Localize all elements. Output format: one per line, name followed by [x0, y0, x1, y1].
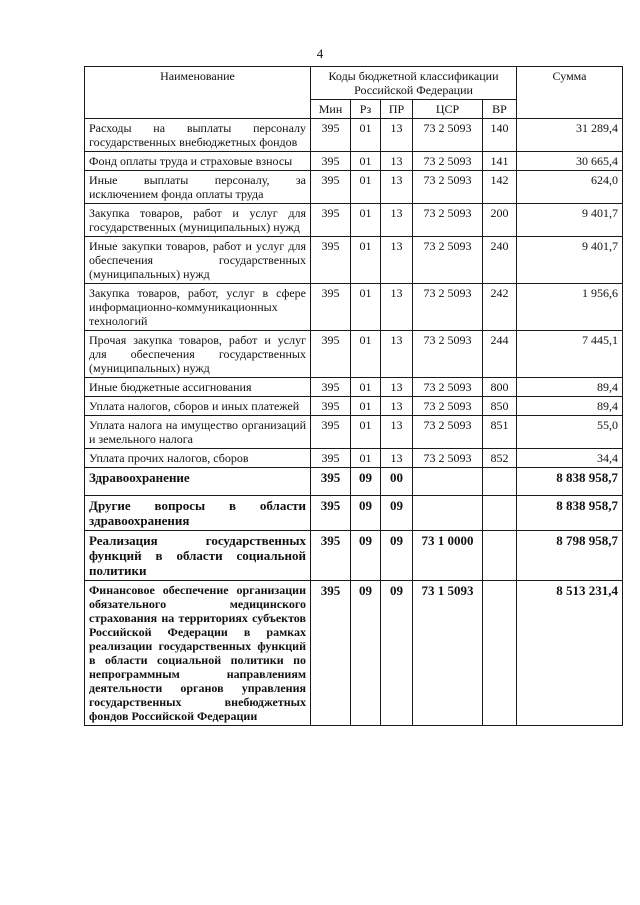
row-sum: 9 401,7: [517, 237, 623, 284]
row-pr: 13: [381, 152, 413, 171]
table-row: [85, 416, 623, 449]
table-row: [85, 581, 623, 726]
row-rz: 09: [351, 581, 381, 726]
table-row: [85, 531, 623, 581]
row-vr: [483, 531, 517, 581]
row-csr: 73 2 5093: [413, 397, 483, 416]
table-row: [85, 378, 623, 397]
row-sum: 624,0: [517, 171, 623, 204]
header-row: [85, 67, 623, 100]
table-row: [85, 119, 623, 152]
row-name: Расходы на выплаты персоналу государственных внебюджетных фондов: [85, 119, 311, 152]
row-name: Уплата прочих налогов, сборов: [85, 449, 311, 468]
row-csr: 73 2 5093: [413, 171, 483, 204]
row-vr: [483, 581, 517, 726]
row-rz: 09: [351, 468, 381, 496]
row-min: 395: [311, 152, 351, 171]
row-pr: 09: [381, 496, 413, 531]
table-body: [85, 119, 623, 726]
table-row: [85, 496, 623, 531]
row-min: 395: [311, 204, 351, 237]
row-vr: 140: [483, 119, 517, 152]
table-row: [85, 331, 623, 378]
row-rz: 01: [351, 204, 381, 237]
row-vr: 142: [483, 171, 517, 204]
table-row: [85, 449, 623, 468]
row-min: 395: [311, 397, 351, 416]
row-rz: 09: [351, 531, 381, 581]
table-row: [85, 204, 623, 237]
header-rz: Рз: [351, 100, 381, 119]
row-name: Иные бюджетные ассигнования: [85, 378, 311, 397]
row-sum: 1 956,6: [517, 284, 623, 331]
row-csr: 73 1 0000: [413, 531, 483, 581]
row-min: 395: [311, 284, 351, 331]
row-name: Закупка товаров, работ и услуг для государственных (муниципальных) нужд: [85, 204, 311, 237]
table-row: [85, 237, 623, 284]
row-min: 395: [311, 449, 351, 468]
row-min: 395: [311, 237, 351, 284]
row-sum: 31 289,4: [517, 119, 623, 152]
row-min: 395: [311, 531, 351, 581]
row-name: Иные закупки товаров, работ и услуг для обеспечения государственных (муниципальных) нужд: [85, 237, 311, 284]
row-name: Реализация государственных функций в области социальной политики: [85, 531, 311, 581]
header-pr: ПР: [381, 100, 413, 119]
row-pr: 13: [381, 331, 413, 378]
row-vr: 242: [483, 284, 517, 331]
table-row: [85, 397, 623, 416]
row-csr: 73 1 5093: [413, 581, 483, 726]
row-pr: 09: [381, 581, 413, 726]
row-vr: 240: [483, 237, 517, 284]
row-vr: 852: [483, 449, 517, 468]
row-rz: 01: [351, 378, 381, 397]
row-pr: 13: [381, 204, 413, 237]
header-codes: Коды бюджетной классификации Российской Федерации: [311, 67, 517, 100]
row-sum: 8 513 231,4: [517, 581, 623, 726]
row-rz: 01: [351, 171, 381, 204]
row-min: 395: [311, 496, 351, 531]
row-name: Другие вопросы в области здравоохранения: [85, 496, 311, 531]
row-csr: 73 2 5093: [413, 331, 483, 378]
row-csr: [413, 468, 483, 496]
row-vr: 141: [483, 152, 517, 171]
row-vr: 800: [483, 378, 517, 397]
row-rz: 01: [351, 284, 381, 331]
row-name: Иные выплаты персоналу, за исключением фонда оплаты труда: [85, 171, 311, 204]
row-pr: 09: [381, 531, 413, 581]
header-name: Наименование: [85, 67, 311, 119]
row-min: 395: [311, 468, 351, 496]
row-min: 395: [311, 416, 351, 449]
row-pr: 13: [381, 237, 413, 284]
table-row: [85, 284, 623, 331]
row-sum: 89,4: [517, 378, 623, 397]
row-pr: 13: [381, 171, 413, 204]
row-name: Прочая закупка товаров, работ и услуг для обеспечения государственных (муниципальных) нужд: [85, 331, 311, 378]
row-vr: 244: [483, 331, 517, 378]
row-pr: 13: [381, 416, 413, 449]
row-csr: 73 2 5093: [413, 152, 483, 171]
row-rz: 01: [351, 152, 381, 171]
row-sum: 55,0: [517, 416, 623, 449]
row-csr: 73 2 5093: [413, 204, 483, 237]
header-csr: ЦСР: [413, 100, 483, 119]
row-name: Здравоохранение: [85, 468, 311, 496]
header-min: Мин: [311, 100, 351, 119]
row-sum: 9 401,7: [517, 204, 623, 237]
row-sum: 7 445,1: [517, 331, 623, 378]
row-rz: 01: [351, 416, 381, 449]
table-row: [85, 152, 623, 171]
row-name: Уплата налогов, сборов и иных платежей: [85, 397, 311, 416]
row-rz: 09: [351, 496, 381, 531]
row-vr: [483, 496, 517, 531]
row-min: 395: [311, 119, 351, 152]
row-name: Закупка товаров, работ, услуг в сфере информационно-коммуникационных технологий: [85, 284, 311, 331]
row-min: 395: [311, 331, 351, 378]
row-pr: 13: [381, 449, 413, 468]
table-row: [85, 171, 623, 204]
row-sum: 34,4: [517, 449, 623, 468]
row-rz: 01: [351, 397, 381, 416]
row-pr: 13: [381, 119, 413, 152]
row-min: 395: [311, 171, 351, 204]
row-pr: 13: [381, 397, 413, 416]
row-rz: 01: [351, 331, 381, 378]
row-sum: 8 798 958,7: [517, 531, 623, 581]
row-sum: 8 838 958,7: [517, 468, 623, 496]
row-pr: 00: [381, 468, 413, 496]
row-csr: 73 2 5093: [413, 237, 483, 284]
header-sum: Сумма: [517, 67, 623, 119]
row-vr: 851: [483, 416, 517, 449]
row-csr: 73 2 5093: [413, 119, 483, 152]
row-vr: 850: [483, 397, 517, 416]
row-name: Финансовое обеспечение организации обязательного медицинского страхования на территориях субъектов Российской Федерации в рамках реализации государственных функций в области социальной политики по непрограммным направлениям деятельности органов управления государственных внебюджетных фондов Российской Федерации: [85, 581, 311, 726]
row-vr: [483, 468, 517, 496]
row-csr: 73 2 5093: [413, 449, 483, 468]
row-min: 395: [311, 378, 351, 397]
row-rz: 01: [351, 237, 381, 284]
row-vr: 200: [483, 204, 517, 237]
row-name: Фонд оплаты труда и страховые взносы: [85, 152, 311, 171]
row-sum: 89,4: [517, 397, 623, 416]
table-row: [85, 468, 623, 496]
row-min: 395: [311, 581, 351, 726]
row-rz: 01: [351, 449, 381, 468]
row-csr: 73 2 5093: [413, 416, 483, 449]
row-csr: 73 2 5093: [413, 378, 483, 397]
row-sum: 8 838 958,7: [517, 496, 623, 531]
row-rz: 01: [351, 119, 381, 152]
page-number: 4: [316, 46, 324, 61]
row-pr: 13: [381, 284, 413, 331]
budget-table: [84, 66, 623, 726]
row-sum: 30 665,4: [517, 152, 623, 171]
row-csr: [413, 496, 483, 531]
row-csr: 73 2 5093: [413, 284, 483, 331]
row-name: Уплата налога на имущество организаций и земельного налога: [85, 416, 311, 449]
header-vr: ВР: [483, 100, 517, 119]
row-pr: 13: [381, 378, 413, 397]
